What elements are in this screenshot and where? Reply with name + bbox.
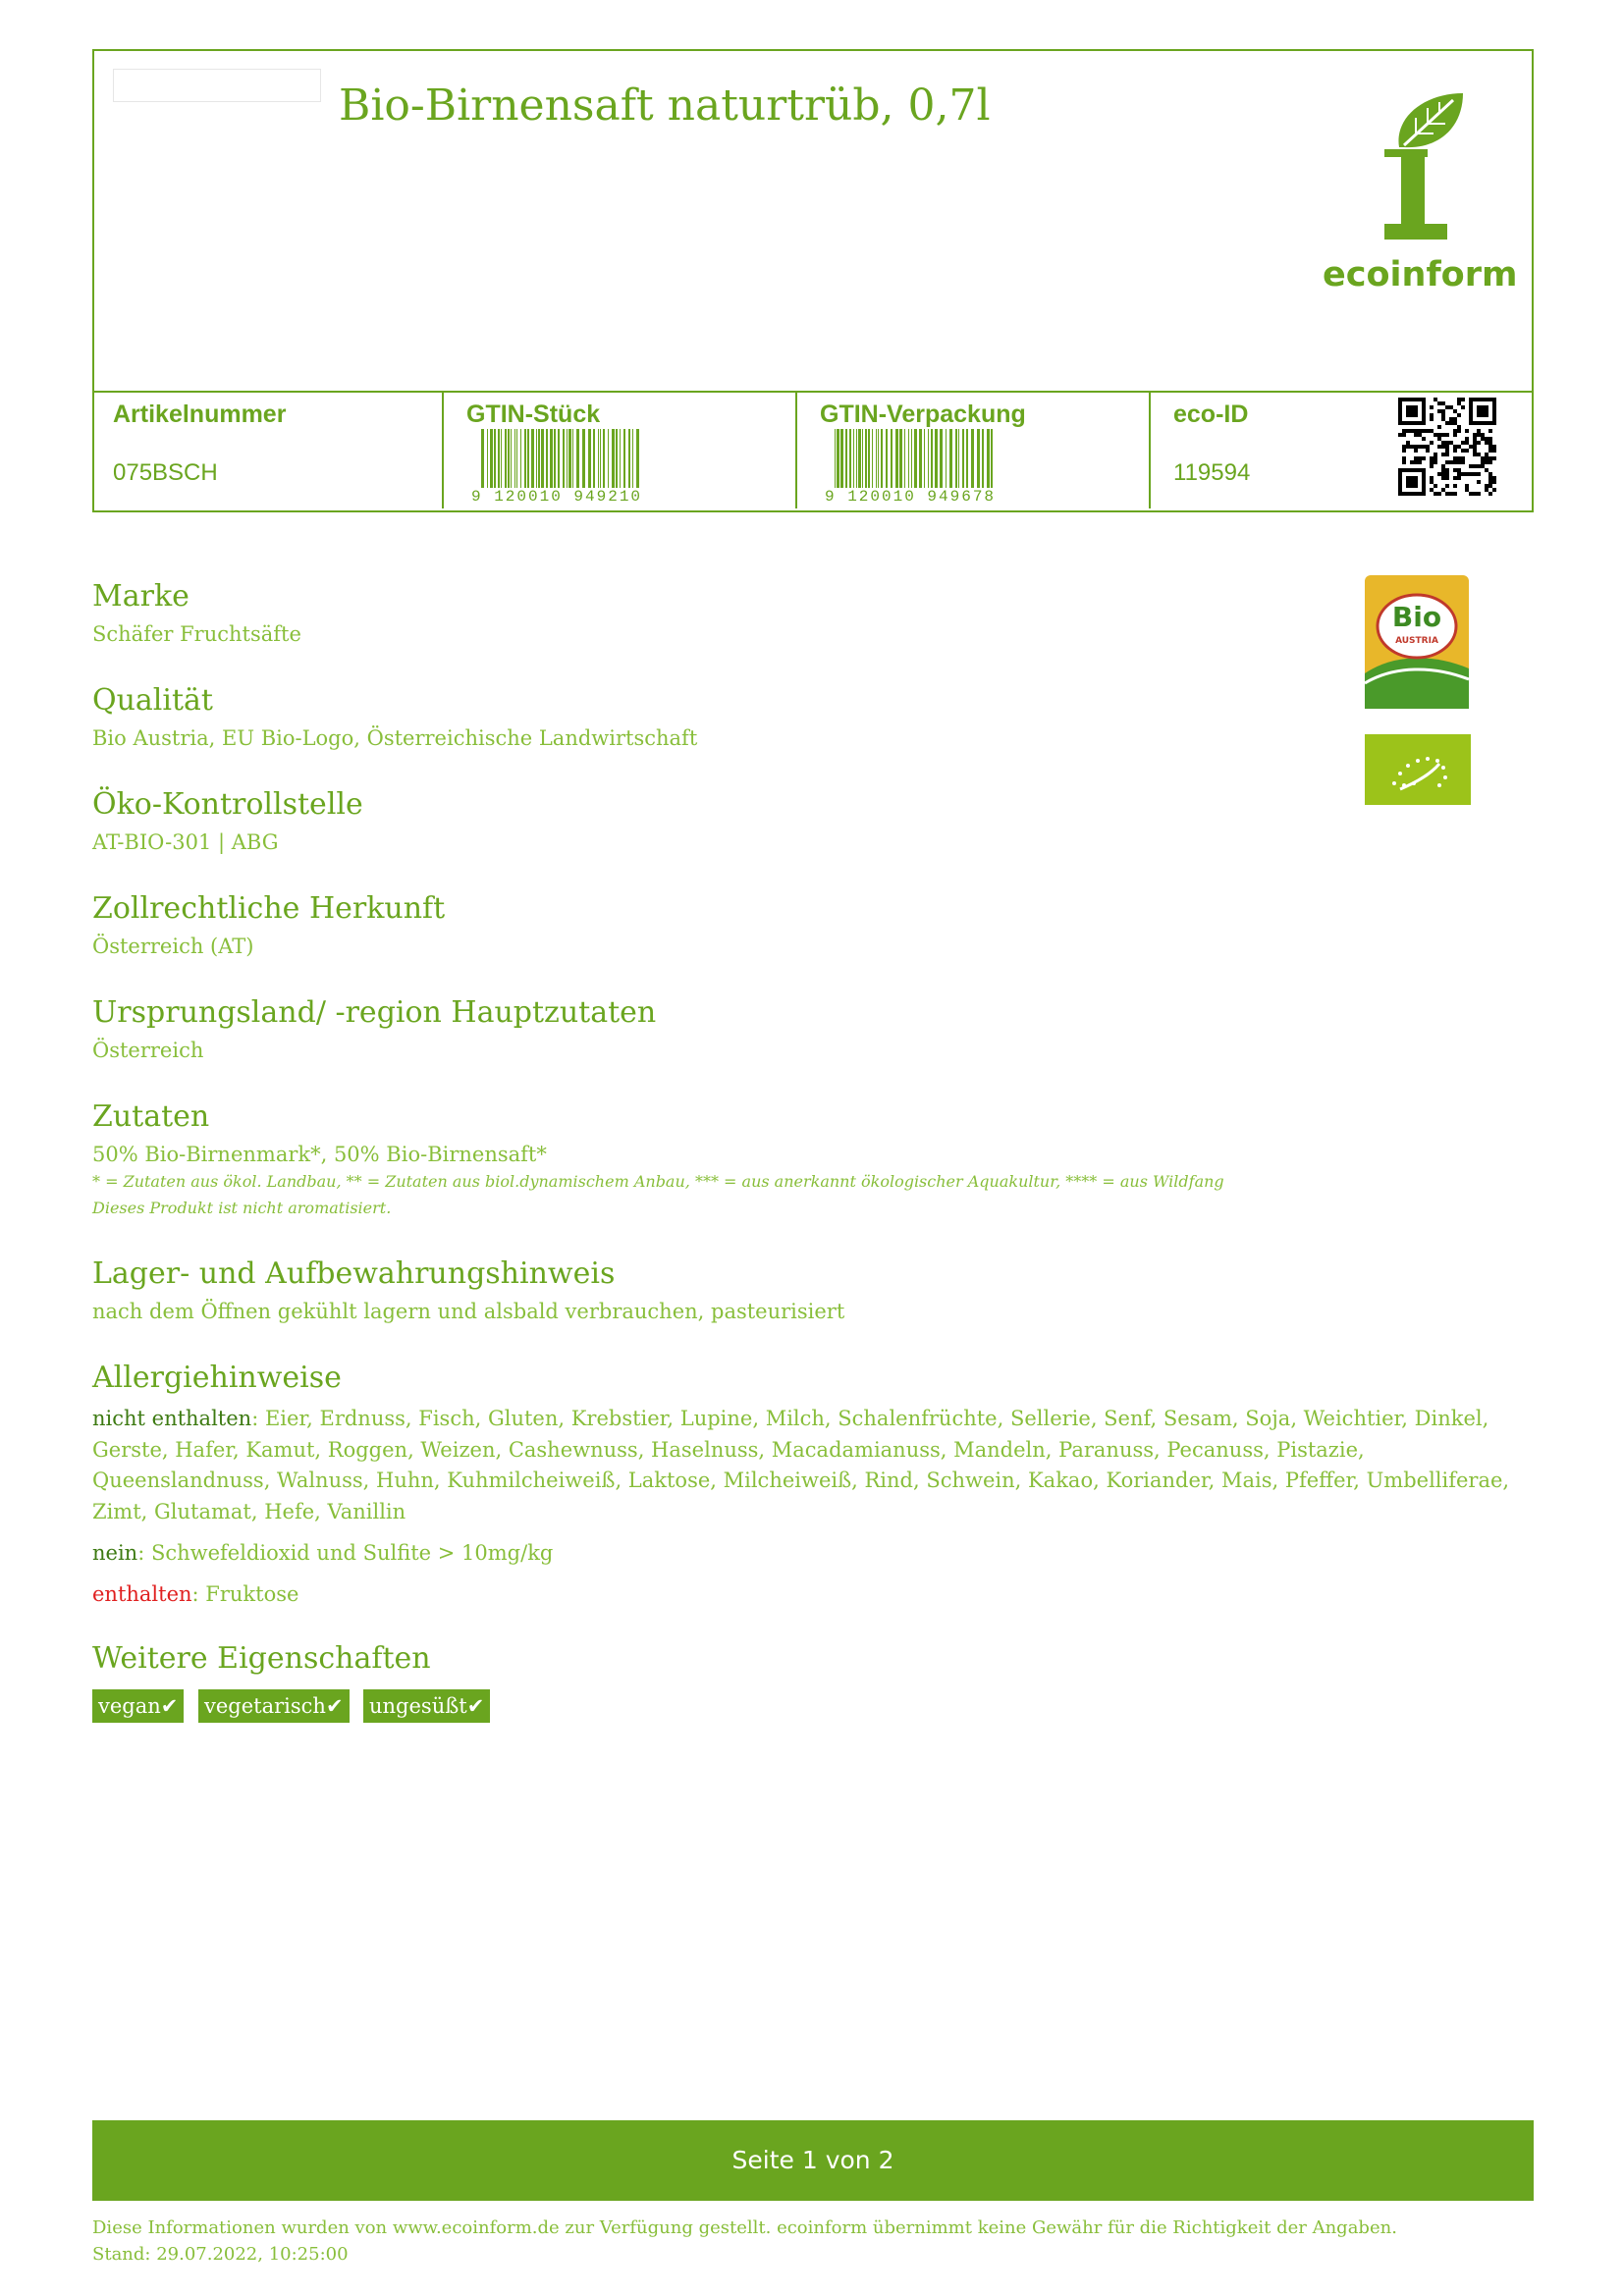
- marke-title: Marke: [92, 579, 189, 614]
- weitere-title: Weitere Eigenschaften: [92, 1641, 431, 1676]
- allergie-title: Allergiehinweise: [92, 1361, 342, 1395]
- ursprung-title: Ursprungsland/ -region Hauptzutaten: [92, 995, 657, 1030]
- qualitaet-text: Bio Austria, EU Bio-Logo, Österreichische Landwirtschaft: [92, 726, 698, 750]
- badge-vegan: vegan✔: [92, 1689, 184, 1723]
- column-separator: [795, 393, 797, 508]
- zutaten-aroma-note: Dieses Produkt ist nicht aromatisiert.: [92, 1199, 392, 1217]
- column-separator: [442, 393, 444, 508]
- allergie-contained: [92, 1579, 1545, 1611]
- herkunft-title: Zollrechtliche Herkunft: [92, 891, 446, 926]
- herkunft-text: Österreich (AT): [92, 934, 254, 958]
- qualitaet-title: Qualität: [92, 683, 213, 718]
- marke-text: Schäfer Fruchtsäfte: [92, 622, 301, 646]
- disclaimer: [92, 2215, 1397, 2268]
- header-divider: [92, 391, 1534, 393]
- eu-bio-logo-icon: [1365, 734, 1471, 805]
- qr-code-icon: [1398, 398, 1496, 496]
- page-number: Seite 1 von 2: [731, 2146, 894, 2174]
- bio-austria-main: Bio: [1391, 601, 1442, 633]
- bio-austria-logo: [1365, 575, 1469, 709]
- eco-id-label: eco-ID: [1173, 400, 1249, 428]
- eco-id-value: 119594: [1173, 459, 1251, 486]
- lager-title: Lager- und Aufbewahrungshinweis: [92, 1256, 616, 1291]
- zutaten-legend: * = Zutaten aus ökol. Landbau, ** = Zutaten aus biol.dynamischem Anbau, *** = aus anerkannt ökologischer Aquakultur, **** = aus Wildfang: [92, 1172, 1224, 1191]
- ursprung-text: Österreich: [92, 1039, 204, 1062]
- artikelnummer-value: 075BSCH: [113, 459, 218, 486]
- allergie-not-contained: [92, 1404, 1545, 1527]
- artikelnummer-label: Artikelnummer: [113, 400, 287, 428]
- ecoinform-logo: [1306, 88, 1522, 314]
- allergie-no: [92, 1538, 1545, 1570]
- zutaten-text: 50% Bio-Birnenmark*, 50% Bio-Birnensaft*: [92, 1143, 547, 1166]
- allergie-contained-label: enthalten: [92, 1582, 192, 1606]
- badge-vegetarisch: vegetarisch✔: [198, 1689, 350, 1723]
- gtin-stueck-label: GTIN-Stück: [466, 400, 601, 428]
- allergie-not-contained-label: nicht enthalten: [92, 1407, 252, 1430]
- allergie-no-label: nein: [92, 1541, 138, 1565]
- gtin-verpackung-label: GTIN-Verpackung: [820, 400, 1026, 428]
- column-separator: [1149, 393, 1151, 508]
- kontrolle-title: Öko-Kontrollstelle: [92, 787, 363, 822]
- bio-austria-sub: AUSTRIA: [1395, 636, 1438, 646]
- allergie-not-contained-list: : Eier, Erdnuss, Fisch, Gluten, Krebstier, Lupine, Milch, Schalenfrüchte, Sellerie, Senf, Sesam, Soja, Weichtier, Dinkel, Gerste, Hafer, Kamut, Roggen, Weizen, Cashewnuss, Haselnuss, Macadamianuss, Mandeln, Paranuss, Pecanuss, Pistazie, Queenslandnuss, Walnuss, Huhn, Kuhmilcheiweiß, Laktose, Milcheiweiß, Rind, Schwein, Kakao, Koriander, Mais, Pfeffer, Umbelliferae, Zimt, Glutamat, Hefe, Vanillin: [92, 1407, 1510, 1523]
- stand-date: Stand: 29.07.2022, 10:25:00: [92, 2244, 349, 2265]
- disclaimer-text: Diese Informationen wurden von www.ecoinform.de zur Verfügung gestellt. ecoinform übernimmt keine Gewähr für die Richtigkeit der Angaben.: [92, 2217, 1397, 2238]
- ecoinform-leaf-icon: [1306, 88, 1522, 255]
- gtin-stueck-number: 9 120010 949210: [471, 488, 643, 506]
- kontrolle-text: AT-BIO-301 | ABG: [92, 830, 279, 854]
- product-title: Bio-Birnensaft naturtrüb, 0,7l: [339, 80, 991, 131]
- gtin-verpackung-number: 9 120010 949678: [825, 488, 997, 506]
- badge-ungesuesst: ungesüßt✔: [363, 1689, 490, 1723]
- allergie-contained-text: : Fruktose: [191, 1582, 299, 1606]
- allergie-no-text: : Schwefeldioxid und Sulfite > 10mg/kg: [137, 1541, 554, 1565]
- lager-text: nach dem Öffnen gekühlt lagern und alsbald verbrauchen, pasteurisiert: [92, 1300, 845, 1323]
- ecoinform-wordmark: ecoinform: [1323, 255, 1518, 294]
- image-placeholder: [113, 69, 321, 102]
- zutaten-title: Zutaten: [92, 1099, 210, 1134]
